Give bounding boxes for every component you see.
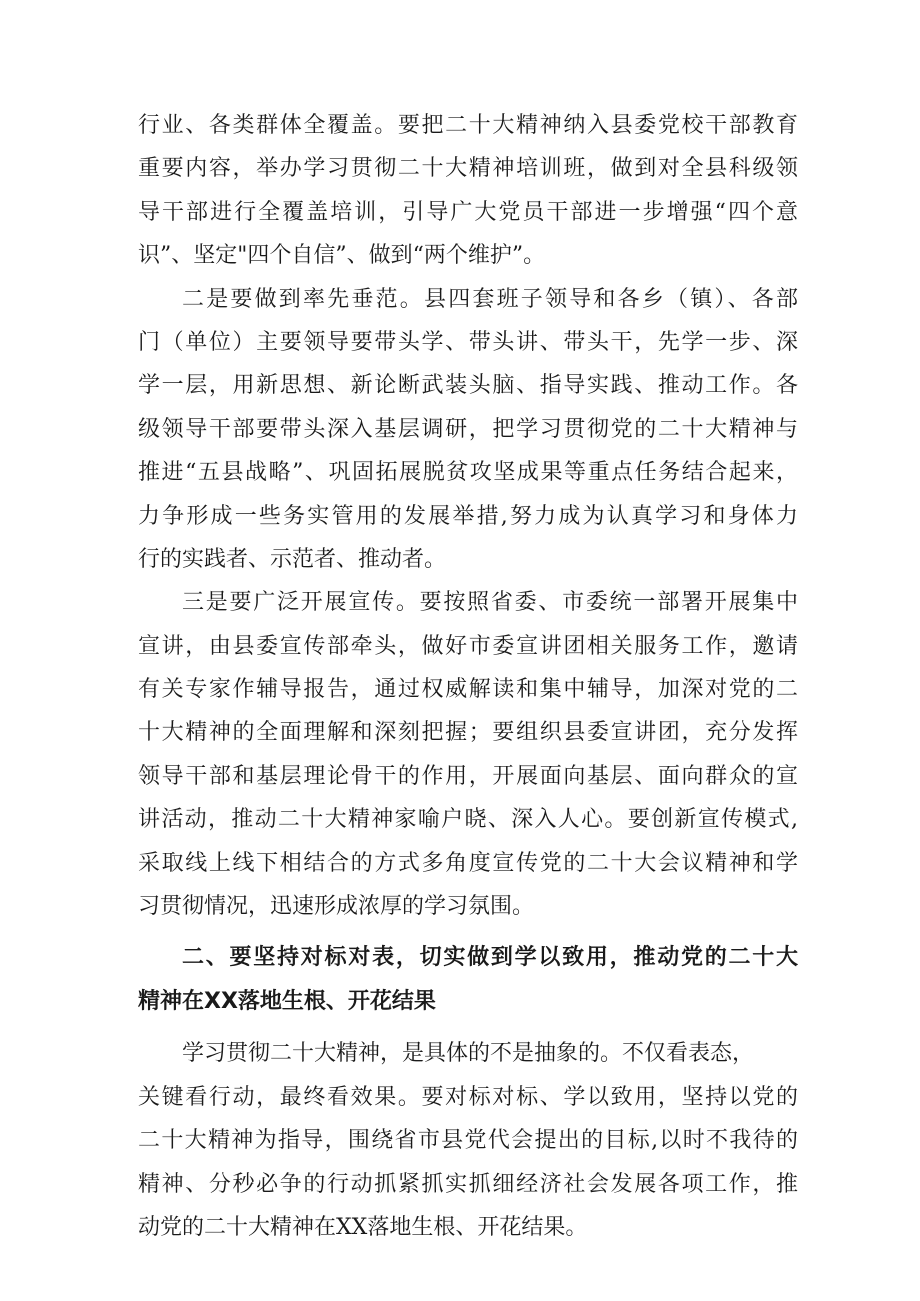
text-line: 宣讲，由县委宣传部牵头，做好市委宣讲团相关服务工作，邀请 xyxy=(138,633,798,659)
text-line: 动党的二十大精神在XX落地生根、开花结果。 xyxy=(138,1214,588,1240)
paragraph-publicity xyxy=(138,581,798,928)
text-line: 级领导干部要带头深入基层调研，把学习贯彻党的二十大精神与 xyxy=(138,416,798,442)
text-line: 二十大精神为指导，围绕省市县党代会提出的目标,以时不我待的 xyxy=(138,1128,798,1154)
text-line: 讲活动，推动二十大精神家喻户晓、深入人心。要创新宣传模式, xyxy=(138,807,798,833)
paragraph-lead-by-example xyxy=(138,278,798,582)
text-line: 识”、坚定"四个自信”、做到“两个维护”。 xyxy=(138,243,546,269)
document-page xyxy=(138,104,798,1249)
text-line: 推进“五县战略”、巩固拓展脱贫攻坚成果等重点任务结合起来， xyxy=(138,460,798,486)
paragraph-closing xyxy=(138,1032,798,1249)
text-line: 门（单位）主要领导要带头学、带头讲、带头干，先学一步、深 xyxy=(138,329,798,355)
section-heading xyxy=(138,936,798,1024)
text-line: 重要内容，举办学习贯彻二十大精神培训班，做到对全县科级领 xyxy=(138,156,798,182)
text-line: 采取线上线下相结合的方式多角度宣传党的二十大会议精神和学 xyxy=(138,850,798,876)
text-line: 习贯彻情况，迅速形成浓厚的学习氛围。 xyxy=(138,894,535,920)
text-line: 导干部进行全覆盖培训，引导广大党员干部进一步增强“四个意 xyxy=(138,199,798,225)
text-line: 三是要广泛开展宣传。要按照省委、市委统一部署开展集中 xyxy=(182,590,798,616)
paragraph-coverage xyxy=(138,104,798,278)
heading-line: 二、要坚持对标对表，切实做到学以致用，推动党的二十大 xyxy=(182,945,798,971)
text-line: 学一层，用新思想、新论断武装头脑、指导实践、推动工作。各 xyxy=(138,373,798,399)
text-line: 有关专家作辅导报告，通过权威解读和集中辅导，加深对党的二 xyxy=(138,677,798,703)
text-line: 学习贯彻二十大精神，是具体的不是抽象的。不仅看表态， xyxy=(182,1041,755,1067)
text-line: 行的实践者、示范者、推动者。 xyxy=(138,546,447,572)
heading-line: 精神在XX落地生根、开花结果 xyxy=(138,989,436,1015)
text-line: 力争形成一些务实管用的发展举措,努力成为认真学习和身体力 xyxy=(138,503,798,529)
text-line: 二是要做到率先垂范。县四套班子领导和各乡（镇）、各部 xyxy=(182,286,798,312)
text-line: 行业、各类群体全覆盖。要把二十大精神纳入县委党校干部教育 xyxy=(138,113,798,138)
text-line: 关键看行动，最终看效果。要对标对标、学以致用，坚持以党的 xyxy=(138,1084,798,1110)
text-line: 领导干部和基层理论骨干的作用，开展面向基层、面向群众的宣 xyxy=(138,763,798,789)
text-line: 精神、分秒必争的行动抓紧抓实抓细经济社会发展各项工作，推 xyxy=(138,1171,798,1197)
text-line: 十大精神的全面理解和深刻把握；要组织县委宣讲团，充分发挥 xyxy=(138,720,798,746)
